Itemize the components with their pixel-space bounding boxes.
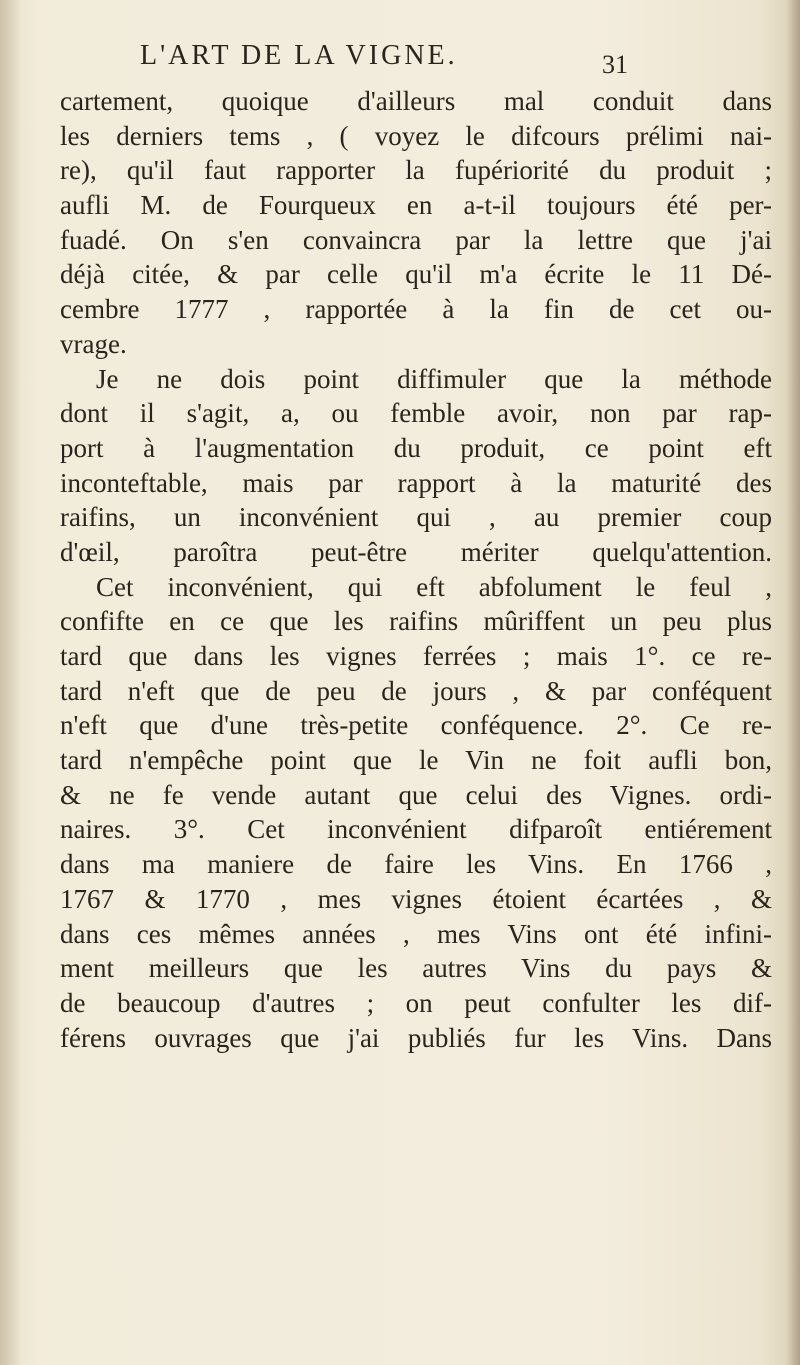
paragraph-start: Je ne dois point diffimuler que la méthode [96, 363, 772, 394]
text-line: tard n'empêche point que le Vin ne foit aufli bon, [60, 745, 772, 776]
text-line: déjà citée, & par celle qu'il m'a écrite le 11 Dé- [60, 259, 772, 290]
spine-shadow [0, 0, 22, 1365]
text-line: dans ma maniere de faire les Vins. En 1766 , [60, 849, 772, 880]
text-line: d'œil, paroîtra peut-être mériter quelqu'attention. [60, 536, 772, 567]
text-line: férens ouvrages que j'ai publiés fur les Vins. Dans [60, 1022, 772, 1053]
text-line: vrage. [60, 328, 127, 359]
page-number: 31 [602, 50, 628, 79]
text-line: fuadé. On s'en convaincra par la lettre que j'ai [60, 224, 772, 255]
text-line: raifins, un inconvénient qui , au premier coup [60, 502, 772, 533]
text-line: de beaucoup d'autres ; on peut confulter les dif- [60, 987, 772, 1018]
text-line: inconteftable, mais par rapport à la maturité des [60, 467, 772, 498]
page-edge [786, 0, 800, 1365]
text-line: aufli M. de Fourqueux en a-t-il toujours été per- [60, 190, 772, 221]
text-line: ment meilleurs que les autres Vins du pays & [60, 953, 772, 984]
text-line: confifte en ce que les raifins mûriffent un peu plus [60, 606, 772, 637]
text-line: re), qu'il faut rapporter la fupériorité du produit ; [60, 155, 772, 186]
text-line: 1767 & 1770 , mes vignes étoient écartées , & [60, 883, 772, 914]
text-line: tard que dans les vignes ferrées ; mais 1°. ce re- [60, 641, 772, 671]
text-line: dans ces mêmes années , mes Vins ont été infini- [60, 918, 772, 949]
text-line: les derniers tems , ( voyez le difcours prélimi nai- [60, 120, 772, 151]
body-text [60, 84, 772, 1055]
text-line: & ne fe vende autant que celui des Vignes. ordi- [60, 779, 772, 810]
text-line: dont il s'agit, a, ou femble avoir, non par rap- [60, 398, 772, 429]
text-line: naires. 3°. Cet inconvénient difparoît entiérement [60, 814, 772, 845]
text-line: cembre 1777 , rapportée à la fin de cet ou- [60, 294, 772, 325]
running-title: L'ART DE LA VIGNE. [140, 40, 458, 71]
text-line: cartement, quoique d'ailleurs mal conduit dans [60, 86, 772, 116]
paragraph-start: Cet inconvénient, qui eft abfolument le feul , [96, 571, 772, 602]
text-line: n'eft que d'une très-petite conféquence. 2°. Ce re- [60, 710, 772, 741]
text-line: port à l'augmentation du produit, ce point eft [60, 432, 772, 463]
text-line: tard n'eft que de peu de jours , & par conféquent [60, 675, 772, 706]
